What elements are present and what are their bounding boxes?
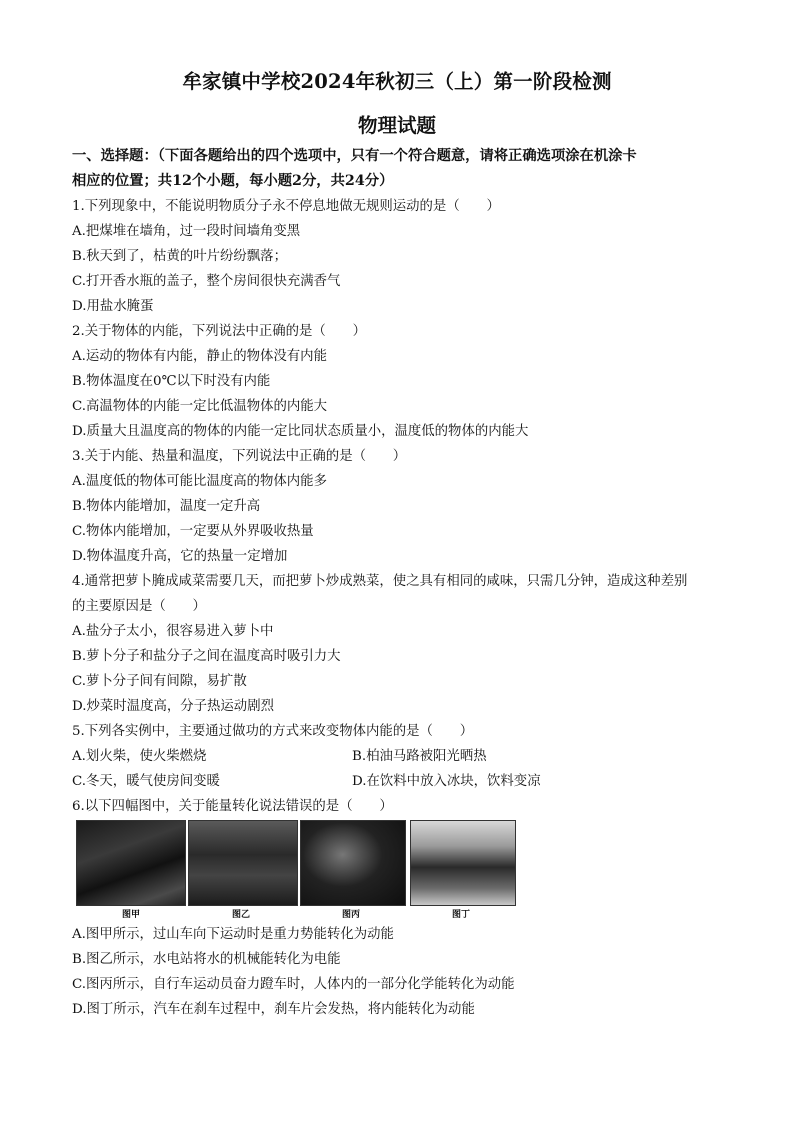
q3-option-d: D.物体温度升高，它的热量一定增加 — [72, 549, 288, 564]
page-title: 牟家镇中学校2024年秋初三（上）第一阶段检测 — [182, 70, 612, 93]
caption-bing: 图丙 — [341, 910, 360, 920]
caption-ding: 图丁 — [451, 910, 470, 920]
section-heading-line2: 相应的位置；共12个小题，每小题2分，共24分） — [72, 173, 394, 189]
figure-jia-roller-coaster-image — [76, 820, 186, 906]
q6-option-d: D.图丁所示，汽车在刹车过程中，刹车片会发热，将内能转化为动能 — [72, 1002, 475, 1017]
caption-yi: 图乙 — [231, 910, 250, 920]
figure-ding-car-brake-image — [410, 820, 516, 906]
q1-option-c: C.打开香水瓶的盖子，整个房间很快充满香气 — [72, 274, 341, 289]
caption-jia: 图甲 — [121, 910, 140, 920]
q4-option-d: D.炒菜时温度高，分子热运动剧烈 — [72, 699, 274, 714]
q1-option-a: A.把煤堆在墙角，过一段时间墙角变黑 — [72, 224, 301, 239]
q6-option-a: A.图甲所示，过山车向下运动时是重力势能转化为动能 — [72, 927, 394, 942]
q6-stem: 6.以下四幅图中，关于能量转化说法错误的是（ ） — [72, 799, 393, 814]
q2-option-b: B.物体温度在0℃以下时没有内能 — [72, 374, 271, 389]
q4-stem-line2: 的主要原因是（ ） — [72, 599, 206, 614]
section-heading-line1: 一、选择题：（下面各题给出的四个选项中，只有一个符合题意，请将正确选项涂在机涂卡 — [72, 148, 637, 164]
q5-option-b: B.柏油马路被阳光晒热 — [352, 749, 487, 764]
q3-option-b: B.物体内能增加，温度一定升高 — [72, 499, 261, 514]
section-heading — [72, 144, 732, 194]
page-subtitle: 物理试题 — [357, 114, 436, 137]
q2-option-d: D.质量大且温度高的物体的内能一定比同状态质量小，温度低的物体的内能大 — [72, 424, 529, 439]
q4-option-a: A.盐分子太小，很容易进入萝卜中 — [72, 624, 274, 639]
q6-figure-strip — [76, 820, 516, 920]
q2-option-c: C.高温物体的内能一定比低温物体的内能大 — [72, 399, 328, 414]
q6-option-c: C.图丙所示，自行车运动员奋力蹬车时，人体内的一部分化学能转化为动能 — [72, 977, 515, 992]
q4-stem-line1: 4.通常把萝卜腌成咸菜需要几天，而把萝卜炒成熟菜，使之具有相同的咸味，只需几分钟，造成这种差别 — [72, 574, 688, 589]
figure-yi-hydropower-image — [188, 820, 298, 906]
q4-option-b: B.萝卜分子和盐分子之间在温度高时吸引力大 — [72, 649, 341, 664]
q1-option-b: B.秋天到了，枯黄的叶片纷纷飘落； — [72, 249, 287, 264]
q5-option-a: A.划火柴，使火柴燃烧 — [72, 749, 207, 764]
q3-option-c: C.物体内能增加，一定要从外界吸收热量 — [72, 524, 314, 539]
q4-option-c: C.萝卜分子间有间隙，易扩散 — [72, 674, 247, 689]
q5-option-d: D.在饮料中放入冰块，饮料变凉 — [352, 774, 541, 789]
q6-option-b: B.图乙所示，水电站将水的机械能转化为电能 — [72, 952, 341, 967]
q1-stem: 1.下列现象中，不能说明物质分子永不停息地做无规则运动的是（ ） — [72, 199, 500, 214]
q5-option-c: C.冬天，暖气使房间变暖 — [72, 774, 220, 789]
q2-stem: 2.关于物体的内能，下列说法中正确的是（ ） — [72, 324, 366, 339]
q3-option-a: A.温度低的物体可能比温度高的物体内能多 — [72, 474, 327, 489]
figure-bing-cyclist-image — [300, 820, 406, 906]
q3-stem: 3.关于内能、热量和温度，下列说法中正确的是（ ） — [72, 449, 407, 464]
q5-stem: 5.下列各实例中，主要通过做功的方式来改变物体内能的是（ ） — [72, 724, 474, 739]
q2-option-a: A.运动的物体有内能，静止的物体没有内能 — [72, 349, 327, 364]
q1-option-d: D.用盐水腌蛋 — [72, 299, 154, 314]
